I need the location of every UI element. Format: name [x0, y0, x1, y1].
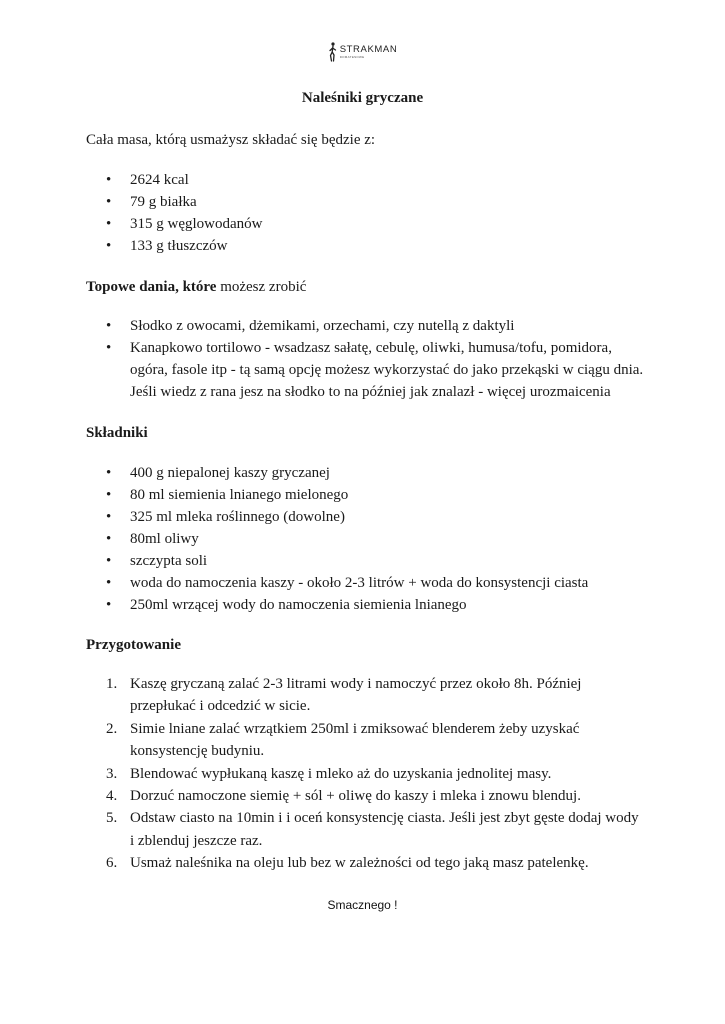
- intro-text: Cała masa, którą usmażysz składać się będzie z:: [86, 132, 376, 148]
- step-number: 1.: [106, 676, 118, 692]
- step-number: 5.: [106, 810, 118, 827]
- step-item: [86, 718, 646, 763]
- closing-text: Smacznego !: [327, 898, 398, 912]
- page-title: Naleśniki gryczane: [301, 90, 424, 106]
- list-item: • 400 g niepalonej kaszy gryczanej: [86, 462, 646, 484]
- runner-figure-icon: [328, 42, 337, 62]
- step-item: [86, 673, 646, 718]
- step-text: Kaszę gryczaną zalać 2-3 litrami wody i namoczyć przez około 8h. Później przepłukać i odcedzić w sicie.: [130, 676, 582, 715]
- list-item: • Słodko z owocami, dżemikami, orzechami, czy nutellą z daktyli: [86, 315, 646, 337]
- step-text: Usmaż naleśnika na oleju lub bez w zależności od tego jaką masz patelenkę.: [130, 855, 589, 872]
- step-text: Simie lniane zalać wrzątkiem 250ml i zmiksować blenderem żeby uzyskać konsystencję budyniu.: [130, 720, 580, 760]
- list-item: • 80 ml siemienia lnianego mielonego: [86, 484, 646, 506]
- step-number: 2.: [106, 720, 118, 737]
- ingredients-list: [86, 462, 646, 616]
- step-text: Dorzuć namoczone siemię + sól + oliwę do kaszy i mleka i znowu blenduj.: [130, 788, 581, 805]
- list-item: • Kanapkowo tortilowo - wsadzasz sałatę, cebulę, oliwki, humusa/tofu, pomidora, ogóra, fasole itp - tą samą opcję możesz wykorzystać do jako przekąski w ciągu dnia. Jeśli wiedz z rana jesz na słodko to na później jak znalazł - więcej urozmaicenia: [86, 337, 646, 403]
- logo-subtext: DOMATESOWE: [339, 54, 365, 59]
- preparation-steps: [86, 673, 646, 875]
- macros-list: [86, 169, 646, 257]
- list-item: • 133 g tłuszczów: [86, 235, 646, 257]
- brand-logo: [0, 42, 725, 62]
- section-heading-skladniki: Składniki: [86, 425, 148, 441]
- list-item: • 250ml wrzącej wody do namoczenia siemienia lnianego: [86, 594, 646, 616]
- step-item: [86, 763, 646, 785]
- step-number: 3.: [106, 765, 118, 782]
- step-text: Odstaw ciasto na 10min i i oceń konsystencję ciasta. Jeśli jest zbyt gęste dodaj wody i zblenduj jeszcze raz.: [130, 810, 639, 849]
- step-item: [86, 852, 646, 874]
- document-body: [86, 125, 646, 875]
- list-item: • 80ml oliwy: [86, 528, 646, 550]
- list-item: • 2624 kcal: [86, 169, 646, 191]
- section-heading-topowe: [86, 276, 646, 298]
- step-number: 4.: [106, 788, 118, 805]
- heading-bold-part: Topowe dania, które: [86, 279, 217, 295]
- list-item: • 315 g węglowodanów: [86, 213, 646, 235]
- list-item: • woda do namoczenia kaszy - około 2-3 litrów + woda do konsystencji ciasta: [86, 572, 646, 594]
- list-item: • szczypta soli: [86, 550, 646, 572]
- topowe-list: [86, 315, 646, 403]
- logo-wordmark: STRAKMAN: [339, 44, 398, 56]
- list-item: • 325 ml mleka roślinnego (dowolne): [86, 506, 646, 528]
- step-number: 6.: [106, 855, 118, 872]
- step-item: [86, 807, 646, 852]
- step-text: Blendować wypłukaną kaszę i mleko aż do uzyskania jednolitej masy.: [130, 765, 552, 782]
- heading-normal-part: możesz zrobić: [216, 279, 307, 295]
- list-item: • 79 g białka: [86, 191, 646, 213]
- step-item: [86, 785, 646, 807]
- section-heading-przygotowanie: Przygotowanie: [86, 637, 181, 653]
